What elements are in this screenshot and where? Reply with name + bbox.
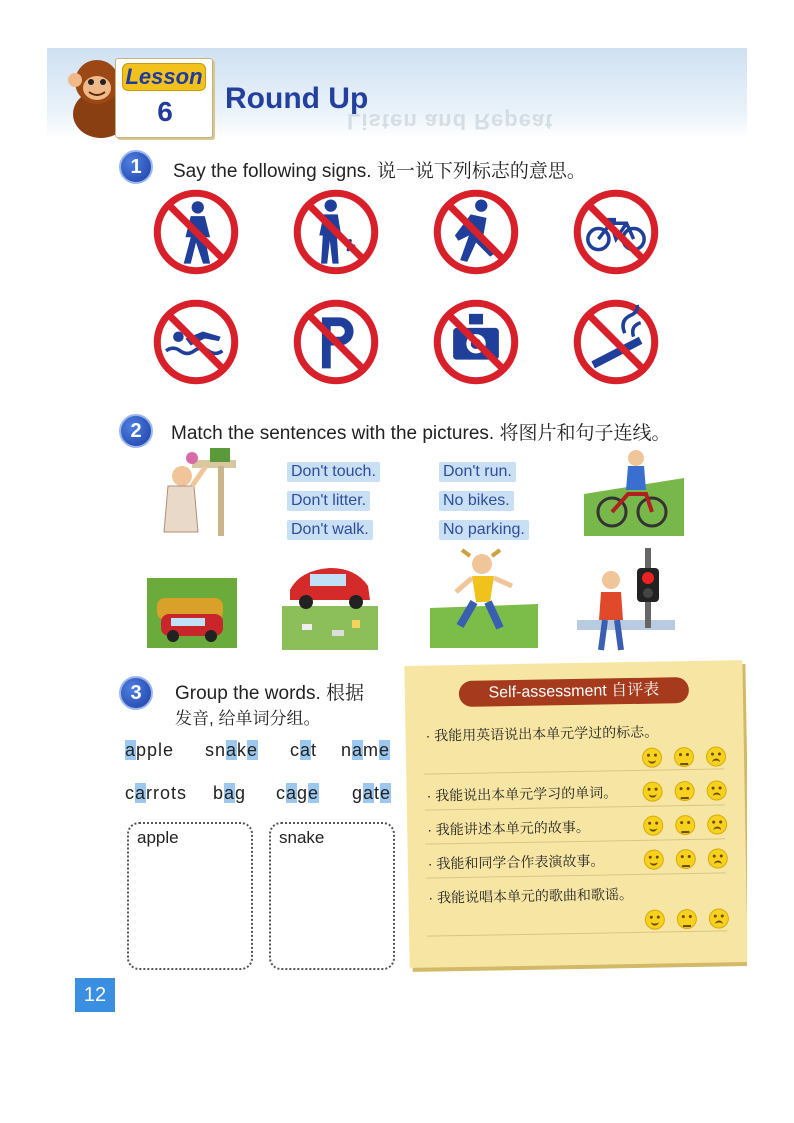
assessment-item: · 我能用英语说出本单元学过的标志。: [425, 723, 659, 744]
sad-face-icon[interactable]: [708, 848, 728, 868]
assessment-item: · 我能讲述本单元的故事。: [427, 818, 590, 838]
group-word: carrots: [125, 783, 188, 803]
textbook-page: [47, 48, 747, 1024]
divider: [424, 768, 724, 774]
sad-face-icon[interactable]: [706, 780, 726, 800]
match-word: Don't walk.: [287, 520, 373, 540]
smile-face-icon[interactable]: [643, 815, 663, 835]
car-and-litter-picture: [282, 560, 378, 650]
group-word: gate: [352, 783, 392, 803]
divider: [425, 838, 725, 844]
section-3-number: 3: [119, 676, 153, 710]
self-assessment-panel: [404, 660, 747, 968]
lesson-badge: [115, 58, 213, 138]
section-2-title: Match the sentences with the pictures. 将图片和句子连线。: [171, 423, 671, 444]
sad-face-icon[interactable]: [707, 814, 727, 834]
group-word: name: [341, 740, 391, 760]
sad-face-icon[interactable]: [709, 908, 729, 928]
section-3-title-line2: 发音, 给单词分组。: [175, 709, 321, 728]
no-photos-icon: [432, 298, 520, 386]
lesson-label: Lesson: [122, 63, 206, 91]
section-1-title: Say the following signs. 说一说下列标志的意思。: [173, 161, 586, 182]
smile-face-icon[interactable]: [644, 849, 664, 869]
no-running-icon: [432, 188, 520, 276]
assessment-item: · 我能说出本单元学习的单词。: [426, 784, 618, 804]
no-swimming-icon: [152, 298, 240, 386]
word-group-box-apple[interactable]: [127, 822, 253, 970]
group-word: apple: [125, 740, 175, 760]
no-littering-icon: [292, 188, 380, 276]
word-group-box-snake[interactable]: [269, 822, 395, 970]
assessment-item: · 我能说唱本单元的歌曲和歌谣。: [428, 886, 634, 906]
self-assessment-title: Self-assessment 自评表: [459, 677, 689, 707]
boy-at-traffic-light-picture: [577, 548, 675, 658]
match-word: No bikes.: [439, 491, 514, 511]
word-group-label: snake: [279, 828, 325, 847]
lesson-number: 6: [157, 96, 173, 127]
match-word: Don't litter.: [287, 491, 370, 511]
neutral-face-icon[interactable]: [676, 849, 696, 869]
match-word: No parking.: [439, 520, 529, 540]
smile-face-icon[interactable]: [645, 909, 665, 929]
group-word: cat: [290, 740, 318, 760]
divider: [427, 930, 727, 936]
parked-cars-picture: [147, 578, 237, 648]
word-group-label: apple: [137, 828, 179, 847]
section-3-title-line1: Group the words. 根据: [175, 683, 365, 704]
group-word: snake: [205, 740, 259, 760]
assessment-item: · 我能和同学合作表演故事。: [427, 852, 605, 872]
neutral-face-icon[interactable]: [674, 781, 694, 801]
faded-background-title: Listen and Repeat: [347, 109, 554, 134]
section-1-number: 1: [119, 150, 153, 184]
group-word: cage: [276, 783, 320, 803]
match-word: Don't touch.: [287, 462, 380, 482]
divider: [425, 804, 725, 810]
no-bikes-icon: [572, 188, 660, 276]
match-word: Don't run.: [439, 462, 516, 482]
no-smoking-icon: [572, 298, 660, 386]
smile-face-icon[interactable]: [642, 781, 662, 801]
divider: [426, 872, 726, 878]
page-number: 12: [75, 978, 115, 1012]
smile-face-icon[interactable]: [642, 747, 662, 767]
girl-running-picture: [430, 548, 538, 648]
no-walking-icon: [152, 188, 240, 276]
section-2-number: 2: [119, 414, 153, 448]
group-word: bag: [213, 783, 247, 803]
sad-face-icon[interactable]: [706, 746, 726, 766]
neutral-face-icon[interactable]: [675, 815, 695, 835]
page-title: Round Up: [225, 82, 369, 115]
no-parking-icon: [292, 298, 380, 386]
child-touching-plant-picture: [152, 446, 242, 542]
neutral-face-icon[interactable]: [677, 909, 697, 929]
boy-riding-bike-picture: [584, 444, 684, 536]
neutral-face-icon[interactable]: [674, 747, 694, 767]
